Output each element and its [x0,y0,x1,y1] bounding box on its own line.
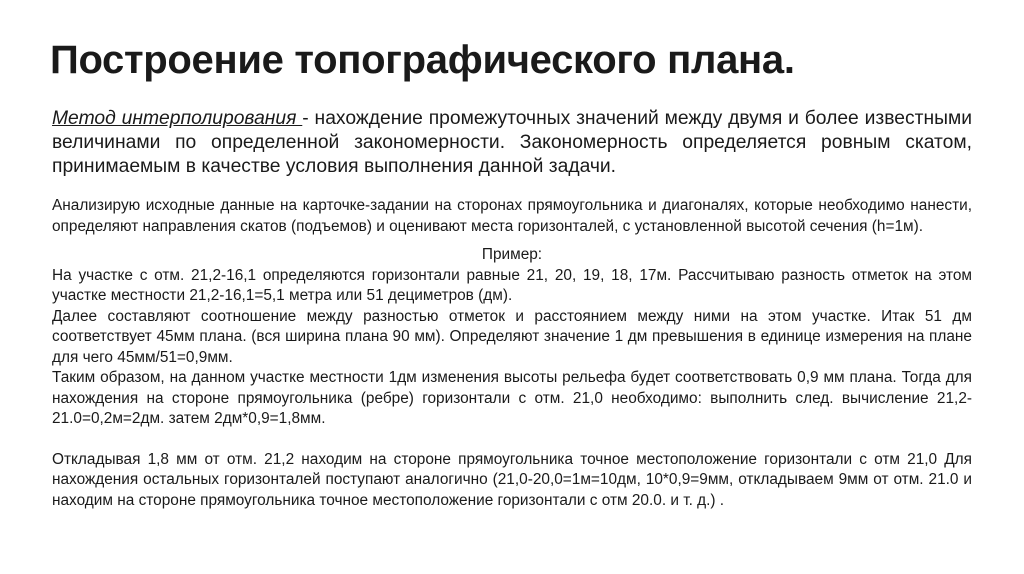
example-paragraph-2: Далее составляют соотношение между разностью отметок и расстоянием между ними на этом участке. Итак 51 дм соответствует 45мм плана. (вся ширина плана 90 мм). Определяют значение 1 дм превышения в единице измерения на плане для чего 45мм/51=0,9мм. [52,307,972,366]
intro-paragraph [52,107,972,179]
example-paragraph-4: Откладывая 1,8 мм от отм. 21,2 находим на стороне прямоугольника точное местоположение горизонтали с отм 21,0 Для нахождения остальных горизонталей поступают аналогично (21,0-20,0=1м=10дм, 10*0,9=9мм, откладываем 9мм от отм. 21.0 и находим на стороне прямоугольника точное местоположение горизонтали с отм 20.0. и т. д.) . [52,450,972,509]
analysis-paragraph: Анализирую исходные данные на карточке-задании на сторонах прямоугольника и диагоналях, которые необходимо нанести, определяют направления скатов (подъемов) и оценивают места горизонталей, с установленной высотой сечения (h=1м). [52,197,972,235]
example-heading: Пример: [481,246,543,263]
page-title: Построение топографического плана. [50,38,795,82]
example-paragraph-1: На участке с отм. 21,2-16,1 определяются горизонтали равные 21, 20, 19, 18, 17м. Рассчитываю разность отметок на этом участке местности 21,2-16,1=5,1 метра или 51 дециметров (дм). [52,266,972,304]
method-definition: - нахождение промежуточных значений между двумя и более известными величинами по определенной закономерности. Закономерность определяется ровным скатом, принимаемым в качестве условия выполнения данной задачи. [52,108,972,177]
example-paragraph-3: Таким образом, на данном участке местности 1дм изменения высоты рельефа будет соответствовать 0,9 мм плана. Тогда для нахождения на стороне прямоугольника (ребре) горизонтали с отм. 21,0 необходимо: выполнить след. вычисление 21,2-21.0=0,2м=2дм. затем 2дм*0,9=1,8мм. [52,369,972,427]
body-text [52,196,972,511]
method-term: Метод интерполирования [52,108,303,129]
